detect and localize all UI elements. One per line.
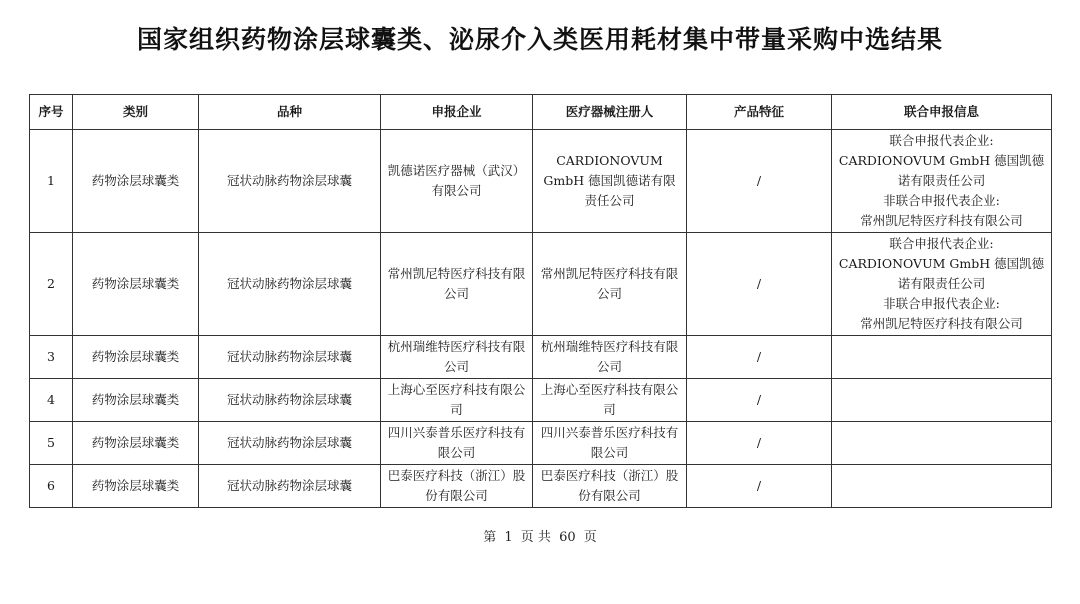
- table-row: [30, 422, 1052, 465]
- cell-variety: 冠状动脉药物涂层球囊: [199, 336, 381, 379]
- cell-feature: /: [687, 379, 832, 422]
- page-footer: [0, 526, 1080, 545]
- cell-feature: /: [687, 336, 832, 379]
- joint-line: CARDIONOVUM GmbH 德国凯德诺有限责任公司: [838, 256, 1045, 291]
- header-no: 序号: [30, 95, 73, 130]
- cell-feature: /: [687, 130, 832, 233]
- results-table: [29, 94, 1052, 508]
- cell-no: 2: [30, 233, 73, 336]
- cell-applicant: 凯德诺医疗器械（武汉）有限公司: [381, 130, 533, 233]
- joint-line: CARDIONOVUM GmbH 德国凯德诺有限责任公司: [838, 153, 1045, 188]
- cell-no: 1: [30, 130, 73, 233]
- cell-joint: [832, 336, 1052, 379]
- header-category: 类别: [73, 95, 199, 130]
- cell-variety: 冠状动脉药物涂层球囊: [199, 422, 381, 465]
- cell-feature: /: [687, 233, 832, 336]
- cell-joint: [832, 379, 1052, 422]
- header-feature: 产品特征: [687, 95, 832, 130]
- cell-joint: [832, 422, 1052, 465]
- cell-category: 药物涂层球囊类: [73, 465, 199, 508]
- joint-line: 常州凯尼特医疗科技有限公司: [860, 316, 1023, 331]
- cell-no: 4: [30, 379, 73, 422]
- table-row: [30, 465, 1052, 508]
- cell-no: 5: [30, 422, 73, 465]
- table-row: [30, 379, 1052, 422]
- table-row: [30, 336, 1052, 379]
- cell-applicant: 四川兴泰普乐医疗科技有限公司: [381, 422, 533, 465]
- header-registrant: 医疗器械注册人: [533, 95, 687, 130]
- cell-applicant: 巴泰医疗科技（浙江）股份有限公司: [381, 465, 533, 508]
- cell-feature: /: [687, 422, 832, 465]
- footer-prefix: 第: [483, 530, 497, 545]
- table-row: [30, 130, 1052, 233]
- cell-registrant: CARDIONOVUM GmbH 德国凯德诺有限责任公司: [533, 130, 687, 233]
- cell-registrant: 上海心至医疗科技有限公司: [533, 379, 687, 422]
- cell-applicant: 常州凯尼特医疗科技有限公司: [381, 233, 533, 336]
- cell-no: 3: [30, 336, 73, 379]
- joint-line: 非联合申报代表企业:: [883, 296, 1000, 311]
- cell-variety: 冠状动脉药物涂层球囊: [199, 233, 381, 336]
- cell-registrant: 四川兴泰普乐医疗科技有限公司: [533, 422, 687, 465]
- document-title: 国家组织药物涂层球囊类、泌尿介入类医用耗材集中带量采购中选结果: [136, 25, 943, 54]
- header-joint: 联合申报信息: [832, 95, 1052, 130]
- header-applicant: 申报企业: [381, 95, 533, 130]
- joint-line: 非联合申报代表企业:: [883, 193, 1000, 208]
- cell-joint: [832, 130, 1052, 233]
- cell-variety: 冠状动脉药物涂层球囊: [199, 379, 381, 422]
- table-header-row: [30, 95, 1052, 130]
- cell-joint: [832, 465, 1052, 508]
- cell-category: 药物涂层球囊类: [73, 233, 199, 336]
- cell-variety: 冠状动脉药物涂层球囊: [199, 130, 381, 233]
- cell-applicant: 杭州瑞维特医疗科技有限公司: [381, 336, 533, 379]
- cell-registrant: 巴泰医疗科技（浙江）股份有限公司: [533, 465, 687, 508]
- table-row: [30, 233, 1052, 336]
- cell-applicant: 上海心至医疗科技有限公司: [381, 379, 533, 422]
- cell-category: 药物涂层球囊类: [73, 130, 199, 233]
- cell-category: 药物涂层球囊类: [73, 336, 199, 379]
- joint-line: 联合申报代表企业:: [889, 133, 994, 148]
- cell-category: 药物涂层球囊类: [73, 422, 199, 465]
- footer-middle: 页 共: [520, 530, 551, 545]
- footer-total-pages: 60: [559, 530, 576, 545]
- joint-line: 联合申报代表企业:: [889, 236, 994, 251]
- footer-suffix: 页: [583, 530, 597, 545]
- cell-variety: 冠状动脉药物涂层球囊: [199, 465, 381, 508]
- cell-joint: [832, 233, 1052, 336]
- cell-category: 药物涂层球囊类: [73, 379, 199, 422]
- cell-feature: /: [687, 465, 832, 508]
- cell-registrant: 杭州瑞维特医疗科技有限公司: [533, 336, 687, 379]
- footer-page-number: 1: [504, 530, 513, 545]
- header-variety: 品种: [199, 95, 381, 130]
- joint-line: 常州凯尼特医疗科技有限公司: [860, 213, 1023, 228]
- cell-no: 6: [30, 465, 73, 508]
- cell-registrant: 常州凯尼特医疗科技有限公司: [533, 233, 687, 336]
